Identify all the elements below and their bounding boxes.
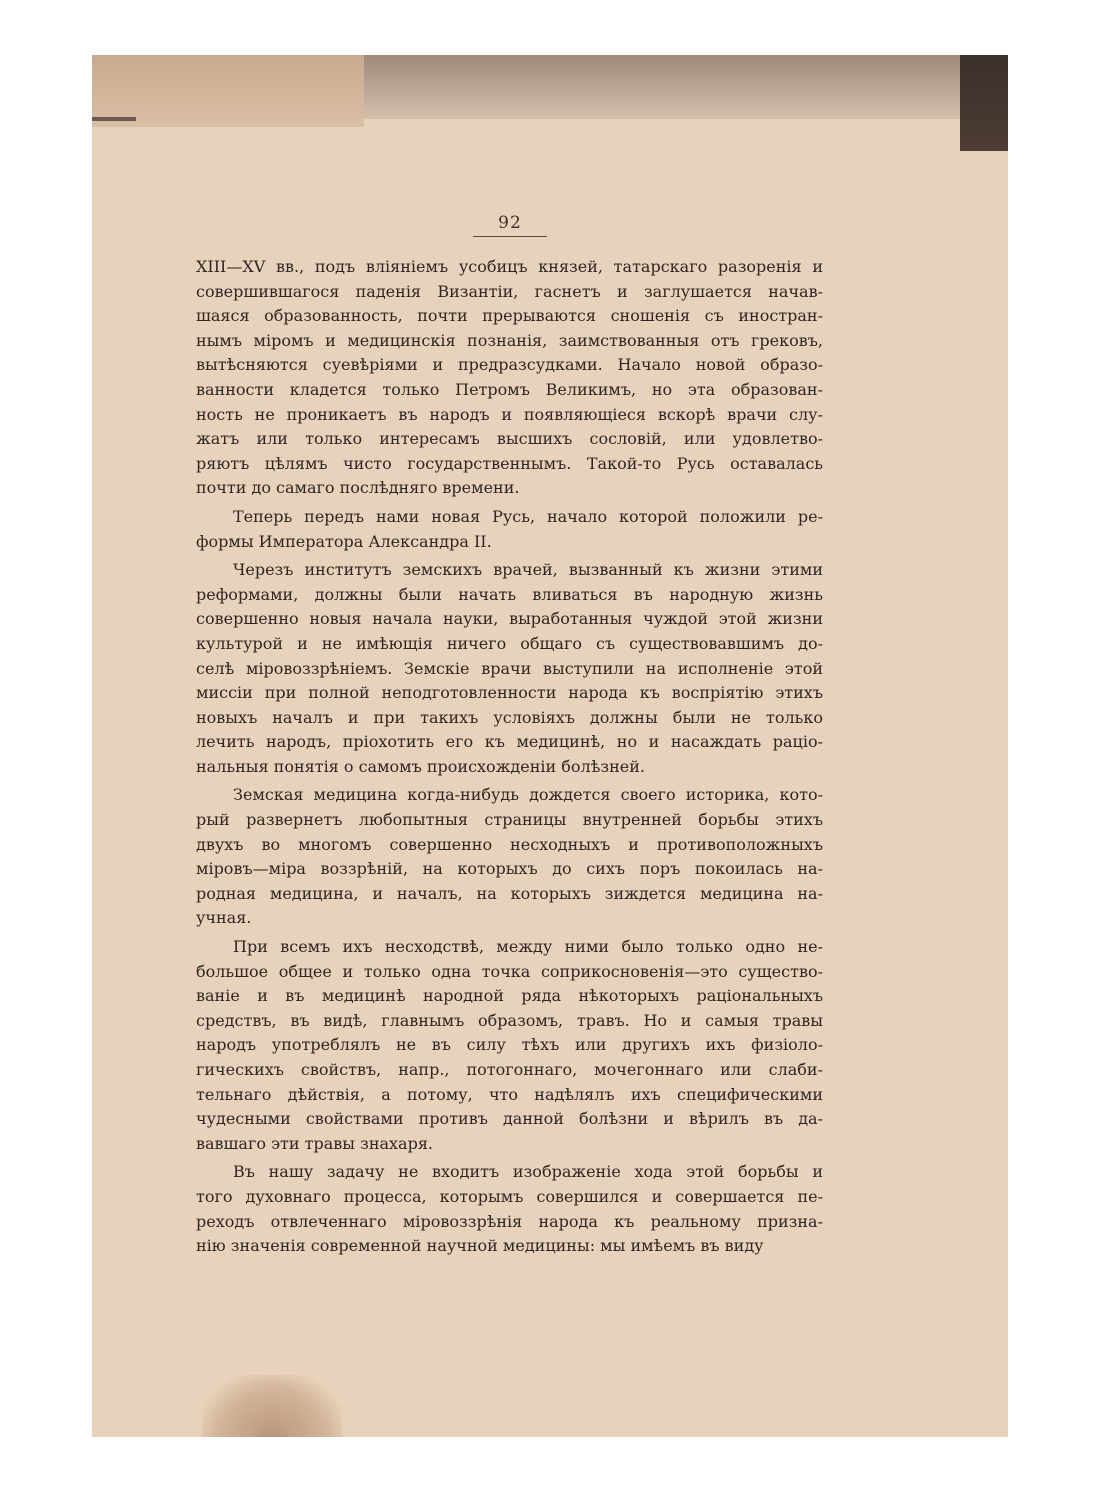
text-line: чудесными свойствами противъ данной болѣзни и вѣрилъ въ да-	[196, 1109, 823, 1129]
text-line: XIII—XV вв., подъ вліяніемъ усобицъ князей, татарскаго разоренія и	[196, 257, 823, 276]
text-line: При всемъ ихъ несходствѣ, между ними было только одно не-	[233, 937, 823, 957]
text-line: нымъ міромъ и медицинскія познанія, заимствованныя отъ грековъ,	[196, 330, 823, 350]
text-line: народъ употреблялъ не въ силу тѣхъ или другихъ ихъ физіоло-	[196, 1035, 823, 1055]
page-body-text	[196, 255, 823, 1259]
text-line: совершенно новыя начала науки, выработанныя чуждой этой жизни	[196, 609, 823, 629]
text-line: миссіи при полной неподготовленности народа къ воспріятію этихъ	[196, 683, 823, 703]
text-line: вытѣсняются суевѣріями и предразсудками. Начало новой образо-	[196, 355, 823, 375]
scan-thumb-shadow	[202, 1375, 342, 1437]
text-line: родная медицина, и началъ, на которыхъ зиждется медицина на-	[196, 883, 823, 903]
text-line: того духовнаго процесса, которымъ совершился и совершается пе-	[196, 1186, 823, 1206]
paragraph	[196, 255, 823, 501]
text-line: Земская медицина когда-нибудь дождется своего историка, кото-	[233, 785, 823, 805]
text-line: вавшаго эти травы знахаря.	[196, 1133, 434, 1153]
text-line: лечить народъ, пріохотить его къ медицинѣ, но и насаждать раціо-	[196, 732, 823, 752]
scan-background-strip	[364, 55, 962, 119]
paragraph	[196, 935, 823, 1156]
text-line: большое общее и только одна точка соприкосновенія—это существо-	[196, 961, 823, 981]
text-line: ряютъ цѣлямъ чисто государственнымъ. Такой-то Русь оставалась	[196, 453, 823, 473]
page-number-rule	[473, 236, 547, 237]
text-line: формы Императора Александра II.	[196, 531, 492, 551]
text-line: нальныя понятія о самомъ происхожденіи болѣзней.	[196, 756, 645, 776]
text-line: средствъ, въ видѣ, главнымъ образомъ, травъ. Но и самыя травы	[196, 1010, 823, 1030]
text-line: Черезъ институтъ земскихъ врачей, вызванный къ жизни этими	[233, 560, 823, 580]
text-line: ванности кладется только Петромъ Великимъ, но эта образован-	[196, 379, 823, 399]
text-line: учная.	[196, 908, 252, 928]
text-line: міровъ—міра воззрѣній, на которыхъ до сихъ поръ покоилась на-	[196, 859, 823, 879]
paragraph	[196, 505, 823, 554]
paragraph	[196, 783, 823, 931]
scan-dark-edge	[960, 55, 1008, 151]
text-line: селѣ міровоззрѣніемъ. Земскіе врачи выступили на исполненіе этой	[196, 658, 823, 678]
text-line: совершившагося паденія Византіи, гаснетъ и заглушается начав-	[196, 281, 823, 301]
text-line: Теперь передъ нами новая Русь, начало которой положили ре-	[233, 506, 823, 526]
text-line: шаяся образованность, почти прерываются сношенія съ иностран-	[196, 306, 823, 326]
text-line: новыхъ началъ и при такихъ условіяхъ должны были не только	[196, 707, 823, 727]
text-line: Въ нашу задачу не входитъ изображеніе хода этой борьбы и	[233, 1162, 823, 1182]
text-line: гическихъ свойствъ, напр., потогоннаго, мочегоннаго или слаби-	[196, 1060, 823, 1079]
text-line: рый развернетъ любопытныя страницы внутренней борьбы этихъ	[196, 810, 823, 830]
text-line: реформами, должны были начать вливаться въ народную жизнь	[196, 584, 823, 604]
text-line: культурой и не имѣющія ничего общаго съ существовавшимъ до-	[196, 633, 823, 653]
scan-edge-mark	[92, 117, 136, 121]
text-line: двухъ во многомъ совершенно несходныхъ и противоположныхъ	[196, 834, 823, 854]
text-line: ваніе и въ медицинѣ народной ряда нѣкоторыхъ раціональныхъ	[196, 986, 823, 1006]
paragraph	[196, 558, 823, 779]
text-line: реходъ отвлеченнаго міровоззрѣнія народа къ реальному призна-	[196, 1211, 823, 1231]
paragraph	[196, 1160, 823, 1258]
text-line: почти до самаго послѣдняго времени.	[196, 478, 520, 498]
text-line: жатъ или только интересамъ высшихъ сословій, или удовлетво-	[196, 429, 823, 449]
text-line: ность не проникаетъ въ народъ и появляющіеся вскорѣ врачи слу-	[196, 404, 823, 424]
text-line: нію значенія современной научной медицины: мы имѣемъ въ виду	[196, 1236, 764, 1256]
page-number: 92	[498, 213, 522, 233]
text-line: тельнаго дѣйствія, а потому, что надѣлялъ ихъ специфическими	[196, 1084, 823, 1104]
